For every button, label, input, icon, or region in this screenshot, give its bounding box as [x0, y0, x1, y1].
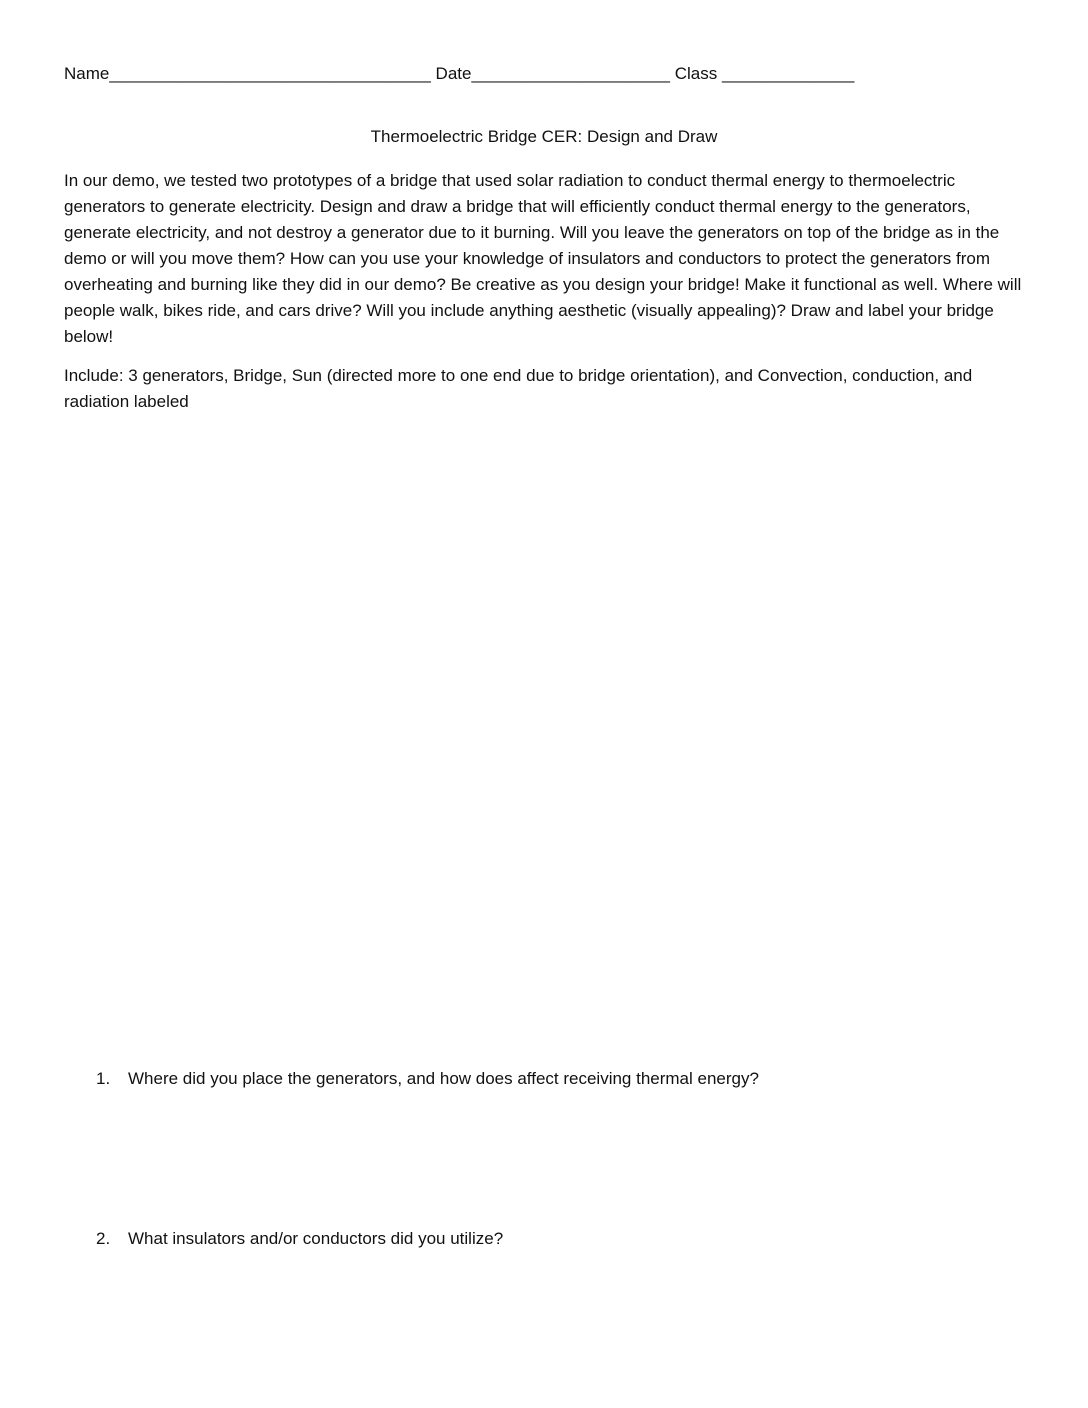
name-field[interactable]: Name__________________________________: [64, 64, 431, 83]
worksheet-title: Thermoelectric Bridge CER: Design and Draw: [370, 127, 718, 146]
student-info-header: [64, 64, 854, 84]
worksheet-title-row: [0, 127, 1088, 147]
date-field[interactable]: Date_____________________: [430, 64, 670, 83]
question-text: What insulators and/or conductors did you utilize?: [128, 1229, 504, 1248]
instructions-paragraph: In our demo, we tested two prototypes of a bridge that used solar radiation to conduct thermal energy to thermoelectric generators to generate electricity. Design and draw a bridge that will efficiently conduct thermal energy to the generators, generate electricity, and not destroy a generator due to it burning. Will you leave the generators on top of the bridge as in the demo or will you move them? How can you use your knowledge of insulators and conductors to protect the generators from overheating and burning like they did in our demo? Be creative as you design your bridge! Make it functional as well. Where will people walk, bikes ride, and cars drive? Will you include anything aesthetic (visually appealing)? Draw and label your bridge below!: [64, 171, 1022, 346]
question-2: [96, 1229, 503, 1249]
question-number: 1.: [96, 1069, 111, 1088]
answer-space-1[interactable]: [128, 1100, 1028, 1215]
question-1: [96, 1069, 759, 1089]
class-field[interactable]: Class ______________: [670, 64, 855, 83]
answer-space-2[interactable]: [128, 1260, 1028, 1390]
include-requirements: Include: 3 generators, Bridge, Sun (directed more to one end due to bridge orientation), and Convection, conduction, and radiation labeled: [64, 366, 973, 411]
question-text: Where did you place the generators, and how does affect receiving thermal energy?: [128, 1069, 759, 1088]
drawing-area[interactable]: [64, 420, 1024, 1050]
question-number: 2.: [96, 1229, 111, 1248]
